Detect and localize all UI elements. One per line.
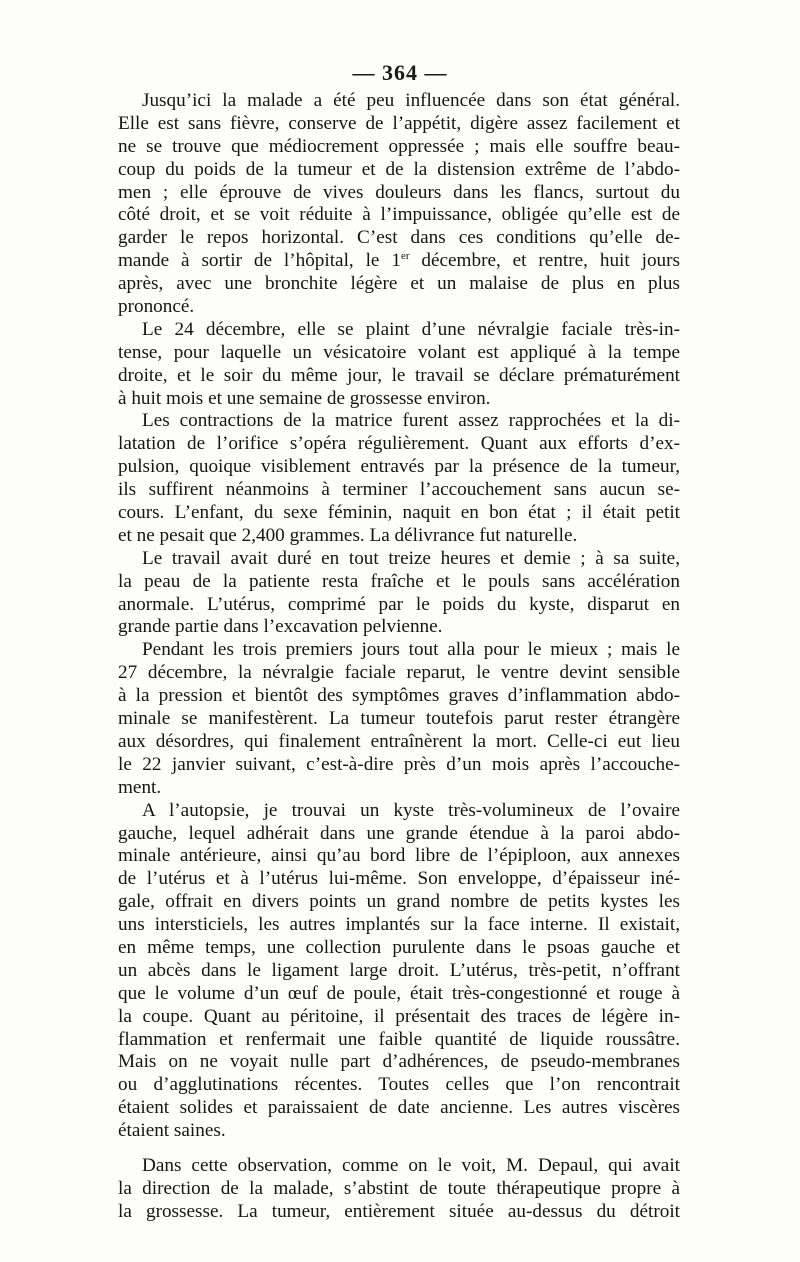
paragraph (118, 410, 680, 547)
text-line: droite, et le soir du même jour, le travail se déclare prématurément (118, 364, 680, 386)
text-line: la direction de la malade, s’abstint de toute thérapeutique propre à (118, 1177, 680, 1199)
text-line: anormale. L’utérus, comprimé par le poids du kyste, disparut en (118, 593, 680, 615)
text-line: étaient solides et paraissaient de date ancienne. Les autres viscères (118, 1097, 680, 1119)
text-line: Jusqu’ici la malade a été peu influencée dans son état général. (142, 90, 680, 111)
text-line: après, avec une bronchite légère et un malaise de plus en plus (118, 273, 680, 295)
text-line: mande à sortir de l’hôpital, le 1er décembre, et rentre, huit jours (118, 250, 680, 272)
text-line: ne se trouve que médiocrement oppressée ; mais elle souffre beau- (118, 135, 680, 157)
text-line: gauche, lequel adhérait dans une grande étendue à la paroi abdo- (118, 822, 680, 844)
text-line: pulsion, quoique visiblement entravés par la présence de la tumeur, (118, 456, 680, 478)
text-line: que le volume d’un œuf de poule, était très-congestionné et rouge à (118, 982, 680, 1004)
text-line: Dans cette observation, comme on le voit, M. Depaul, qui avait (142, 1154, 680, 1176)
text-line: côté droit, et se voit réduite à l’impuissance, obligée qu’elle est de (118, 204, 680, 226)
text-line: la coupe. Quant au péritoine, il présentait des traces de légère in- (118, 1005, 680, 1027)
text-line: grande partie dans l’excavation pelvienne. (118, 616, 443, 638)
text-line: à la pression et bientôt des symptômes graves d’inflammation abdo- (118, 685, 680, 707)
text-line: coup du poids de la tumeur et de la distension extrême de l’abdo- (118, 158, 680, 180)
text-line: ou d’agglutinations récentes. Toutes celles que l’on rencontrait (118, 1074, 680, 1096)
paragraph (118, 639, 680, 799)
text-line: Pendant les trois premiers jours tout alla pour le mieux ; mais le (142, 639, 680, 661)
body-text (118, 90, 680, 1224)
paragraph (118, 1155, 680, 1224)
text-line: men ; elle éprouve de vives douleurs dans les flancs, surtout du (118, 181, 680, 203)
text-line: la grossesse. La tumeur, entièrement située au-dessus du détroit (118, 1200, 680, 1222)
text-line: minale se manifestèrent. La tumeur toutefois parut rester étrangère (118, 708, 680, 730)
text-line: cours. L’enfant, du sexe féminin, naquit en bon état ; il était petit (118, 502, 680, 524)
text-line: tense, pour laquelle un vésicatoire volant est appliqué à la tempe (118, 341, 680, 363)
text-line: uns intersticiels, les autres implantés sur la face interne. Il existait, (118, 914, 680, 936)
text-line: et ne pesait que 2,400 grammes. La délivrance fut naturelle. (118, 524, 578, 546)
page-number: — 364 — (352, 60, 448, 85)
paragraph-gap (118, 1143, 680, 1155)
paragraph (118, 90, 680, 319)
text-line: Mais on ne voyait nulle part d’adhérences, de pseudo-membranes (118, 1051, 680, 1073)
text-line: la peau de la patiente resta fraîche et le pouls sans accélération (118, 570, 680, 592)
text-line: minale antérieure, ainsi qu’au bord libre de l’épiploon, aux annexes (118, 845, 680, 867)
text-line: flammation et renfermait une faible quantité de liquide roussâtre. (118, 1028, 680, 1050)
text-line: latation de l’orifice s’opéra régulièrement. Quant aux efforts d’ex- (118, 433, 680, 455)
text-line: étaient saines. (118, 1120, 226, 1142)
text-line: garder le repos horizontal. C’est dans ces conditions qu’elle de- (118, 227, 680, 249)
text-line: un abcès dans le ligament large droit. L’utérus, très-petit, n’offrant (118, 959, 680, 981)
text-line: Elle est sans fièvre, conserve de l’appétit, digère assez facilement et (118, 112, 680, 134)
text-line: Les contractions de la matrice furent assez rapprochées et la di- (142, 410, 680, 432)
text-line: Le travail avait duré en tout treize heures et demie ; à sa suite, (142, 547, 680, 569)
text-line: prononcé. (118, 296, 195, 318)
text-line: ils suffirent néanmoins à terminer l’accouchement sans aucun se- (118, 479, 680, 501)
paragraph (118, 800, 680, 1143)
paragraph (118, 319, 680, 411)
text-line: ment. (118, 776, 162, 798)
text-line: le 22 janvier suivant, c’est-à-dire près d’un mois après l’accouche- (118, 753, 680, 775)
text-line: Le 24 décembre, elle se plaint d’une névralgie faciale très-in- (142, 318, 680, 340)
text-line: A l’autopsie, je trouvai un kyste très-volumineux de l’ovaire (142, 799, 680, 821)
superscript: er (400, 250, 410, 263)
text-line: en même temps, une collection purulente dans le psoas gauche et (118, 936, 680, 958)
text-line: à huit mois et une semaine de grossesse environ. (118, 387, 491, 409)
text-line: 27 décembre, la névralgie faciale reparut, le ventre devint sensible (118, 662, 680, 684)
text-line: aux désordres, qui finalement entraînèrent la mort. Celle-ci eut lieu (118, 730, 680, 752)
paragraph (118, 548, 680, 640)
text-line: gale, offrait en divers points un grand nombre de petits kystes les (118, 891, 680, 913)
text-line: de l’utérus et à l’utérus lui-même. Son enveloppe, d’épaisseur iné- (118, 868, 680, 890)
